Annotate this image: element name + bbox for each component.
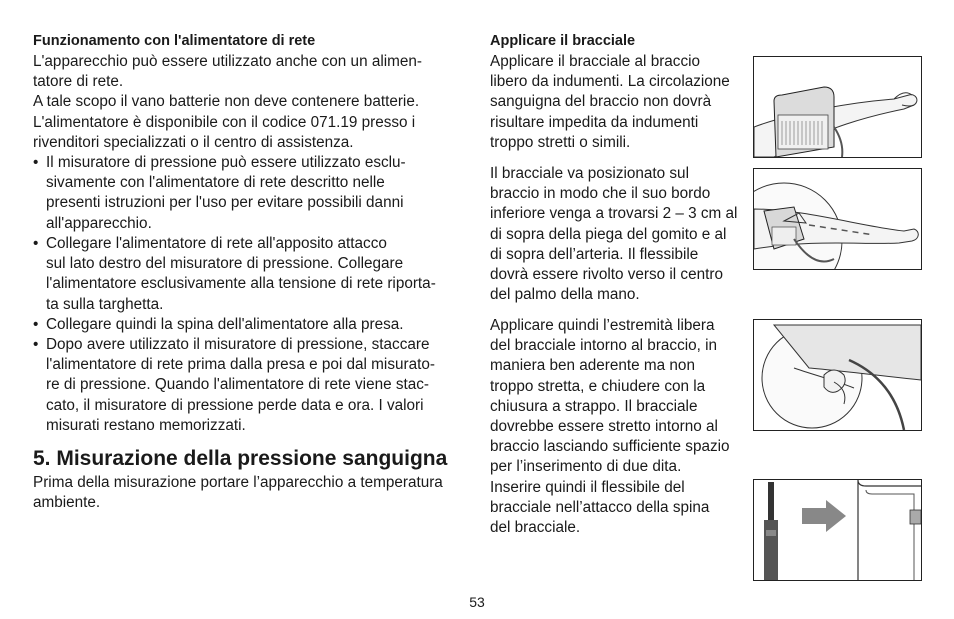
- intro-line: L'apparecchio può essere utilizzato anche con un alimen-: [33, 53, 422, 70]
- intro-line: A tale scopo il vano batterie non deve contenere batterie.: [33, 93, 420, 111]
- intro-line: tatore di rete.: [33, 73, 124, 91]
- figure-tube-connector: [753, 479, 922, 581]
- section-text: Prima della misurazione portare l’apparecchio a temperatura ambiente.: [33, 474, 443, 512]
- intro-line: L'alimentatore è disponibile con il codice 071.19 presso i: [33, 113, 416, 131]
- cuff-paragraph-2: Il bracciale va posizionato sul braccio in modo che il suo bordo inferiore venga a trovarsi 2 – 3 cm al di sopra della piega del gomito e al di sopra dell’arteria. Il flessibile dovrà essere rivolto verso il centro del palmo della mano.: [490, 165, 738, 304]
- cuff-paragraph-3: Applicare quindi l’estremità libera del bracciale intorno al braccio, in maniera ben aderente ma non troppo stretta, e chiudere con la chiusura a strappo. Il bracciale dovrebbe essere stretto intorno al braccio lasciando sufficiente spazio per l’inserimento di due dita. Inserire quindi il flessibile del bracciale nell’attacco della spina del bracciale.: [490, 317, 730, 537]
- figure-cuff-position: [753, 168, 922, 270]
- intro-line: rivenditori specializzati o il centro di assistenza.: [33, 133, 354, 151]
- figure-cuff-tight: [753, 319, 922, 431]
- bullet-item: • Collegare quindi la spina dell'alimentatore alla presa.: [33, 315, 404, 335]
- bullet-item: • Il misuratore di pressione può essere utilizzato esclu- sivamente con l'alimentatore di rete descritto nelle presenti istruzioni per l'uso per evitare possibili danni all'apparecchio.: [33, 153, 406, 234]
- bullet-item: • Dopo avere utilizzato il misuratore di pressione, staccare l'alimentatore di rete prima dalla presa e poi dal misurato- re di pressione. Quando l'alimentatore di rete viene stac- cato, il misuratore di pressione perde data e ora. I valori misurati restano memorizzati.: [33, 335, 435, 436]
- intro-paragraph: [33, 52, 422, 153]
- bullet-item: • Collegare l'alimentatore di rete all'apposito attacco sul lato destro del misuratore di pressione. Collegare l'alimentatore esclusivamente alla tensione di rete riporta- ta sulla targhetta.: [33, 234, 436, 315]
- cuff-arm-illustration: [754, 57, 921, 157]
- figure-cuff-on-arm: [753, 56, 922, 158]
- cuff-paragraph-1: Applicare il bracciale al braccio libero da indumenti. La circolazione sanguigna del braccio non dovrà risultare impedita da indumenti troppo stretti o simili.: [490, 53, 730, 151]
- page-number: 53: [469, 594, 485, 610]
- cuff-tight-illustration: [754, 320, 921, 430]
- cuff-position-illustration: [754, 169, 921, 269]
- section-title: 5. Misurazione della pressione sanguigna: [33, 447, 448, 470]
- tube-connector-illustration: [754, 480, 921, 580]
- section-heading-apply-cuff: Applicare il bracciale: [490, 33, 636, 49]
- section-heading-power-adapter: Funzionamento con l'alimentatore di rete: [33, 33, 316, 49]
